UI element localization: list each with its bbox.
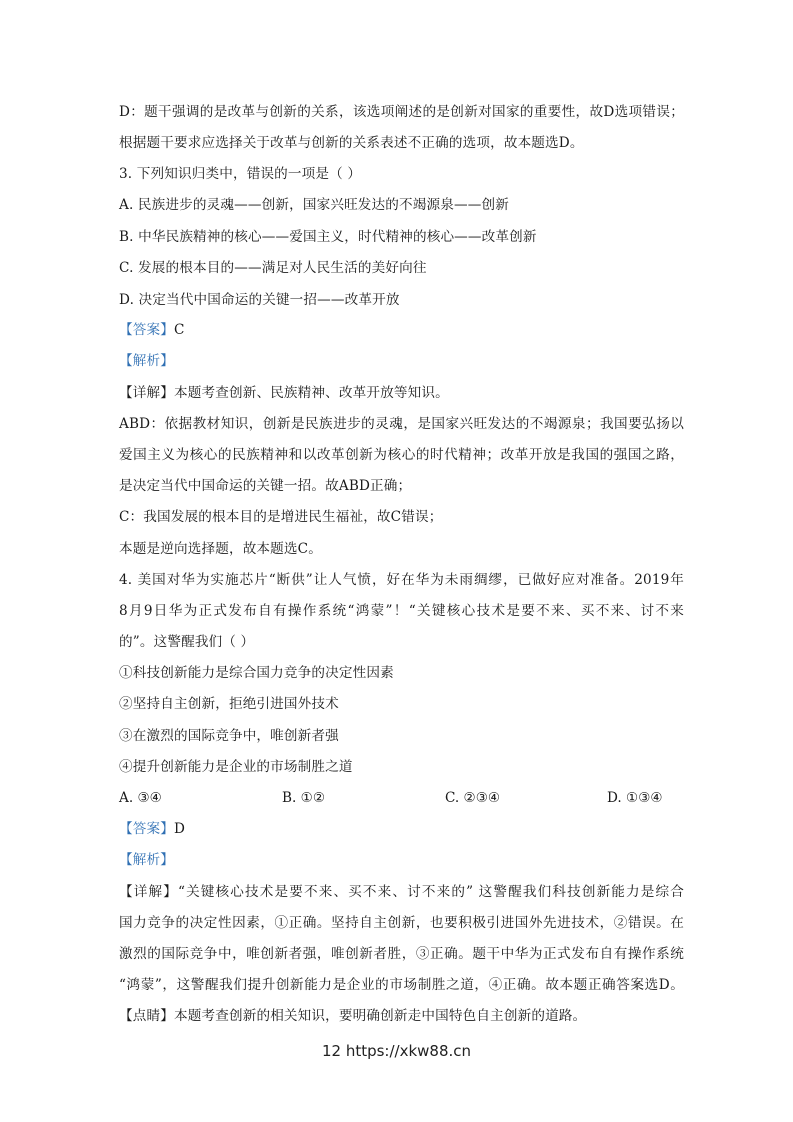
question-4-statement: ②坚持自主创新，拒绝引进国外技术 [119, 696, 339, 712]
point-tag: 【点睛】 [119, 1008, 174, 1024]
explain-line: C：我国发展的根本目的是增进民生福祉，故C错误； [119, 509, 443, 525]
question-4-option-c: C. ②③④ [445, 790, 501, 806]
question-4-detail [119, 882, 684, 902]
detail-text: 本题考查创新、民族精神、改革开放等知识。 [173, 385, 449, 401]
answer-value: C [173, 322, 185, 338]
question-4-point [119, 1006, 684, 1026]
explain-line: 是决定当代中国命运的关键一招。故ABD正确； [119, 478, 412, 494]
answer-tag: 【答案】 [119, 821, 174, 837]
text-line: 根据题干要求应选择关于改革与创新的关系表述不正确的选项，故本题选D。 [119, 135, 584, 151]
question-4-statement: ③在激烈的国际竞争中，唯创新者强 [119, 728, 339, 744]
detail-text: “关键核心技术是要不来、买不来、讨不来的” 这警醒我们科技创新能力是综合 [177, 884, 684, 900]
analysis-tag: 【解析】 [119, 353, 174, 369]
question-4-stem: 8月9日华为正式发布自有操作系统“鸿蒙”！“关键核心技术是要不来、买不来、讨不来 [119, 603, 684, 619]
text-line: D：题干强调的是改革与创新的关系，该选项阐述的是创新对国家的重要性，故D选项错误； [119, 104, 684, 120]
question-3-option-b: B. 中华民族精神的核心——爱国主义，时代精神的核心——改革创新 [119, 229, 537, 245]
page-footer: 12 https://xkw88.cn [321, 1042, 472, 1060]
question-3-option-a: A. 民族进步的灵魂——创新，国家兴旺发达的不竭源泉——创新 [119, 197, 509, 213]
detail-line: 激烈的国际竞争中，唯创新者强，唯创新者胜，③正确。题干中华为正式发布自有操作系统 [119, 946, 684, 962]
question-4-analysis-heading [119, 850, 684, 870]
question-4-stem: 的”。这警醒我们（ ） [119, 634, 255, 650]
question-4-option-d: D. ①③④ [607, 790, 663, 806]
question-4-option-b: B. ①② [282, 790, 326, 806]
question-4-statement: ④提升创新能力是企业的市场制胜之道 [119, 759, 353, 775]
question-3-option-d: D. 决定当代中国命运的关键一招——改革开放 [119, 292, 400, 308]
question-3-detail [119, 383, 684, 403]
explain-line: 本题是逆向选择题，故本题选C。 [119, 541, 322, 557]
detail-tag: 【详解】 [119, 385, 174, 401]
question-3-option-c: C. 发展的根本目的——满足对人民生活的美好向往 [119, 260, 427, 276]
explain-line: ABD：依据教材知识，创新是民族进步的灵魂，是国家兴旺发达的不竭源泉；我国要弘扬以 [119, 416, 684, 432]
question-4-stem: 4. 美国对华为实施芯片“断供”让人气愤，好在华为未雨绸缪，已做好应对准备。2019年 [119, 572, 684, 588]
explain-line: 爱国主义为核心的民族精神和以改革创新为核心的时代精神；改革开放是我国的强国之路， [119, 447, 684, 463]
question-3-answer [119, 320, 684, 340]
answer-value: D [173, 821, 186, 837]
answer-tag: 【答案】 [119, 322, 174, 338]
question-3-analysis-heading [119, 351, 684, 371]
detail-tag: 【详解】 [119, 884, 178, 900]
question-3-stem: 3. 下列知识归类中，错误的一项是（ ） [119, 166, 362, 182]
point-text: 本题考查创新的相关知识，要明确创新走中国特色自主创新的道路。 [173, 1008, 587, 1024]
detail-line: “鸿蒙”，这警醒我们提升创新能力是企业的市场制胜之道，④正确。故本题正确答案选D。 [119, 977, 684, 993]
question-4-statement: ①科技创新能力是综合国力竞争的决定性因素 [119, 665, 394, 681]
detail-line: 国力竞争的决定性因素，①正确。坚持自主创新，也要积极引进国外先进技术，②错误。在 [119, 915, 684, 931]
question-4-answer [119, 819, 684, 839]
analysis-tag: 【解析】 [119, 852, 174, 868]
question-4-option-a: A. ③④ [119, 790, 162, 806]
